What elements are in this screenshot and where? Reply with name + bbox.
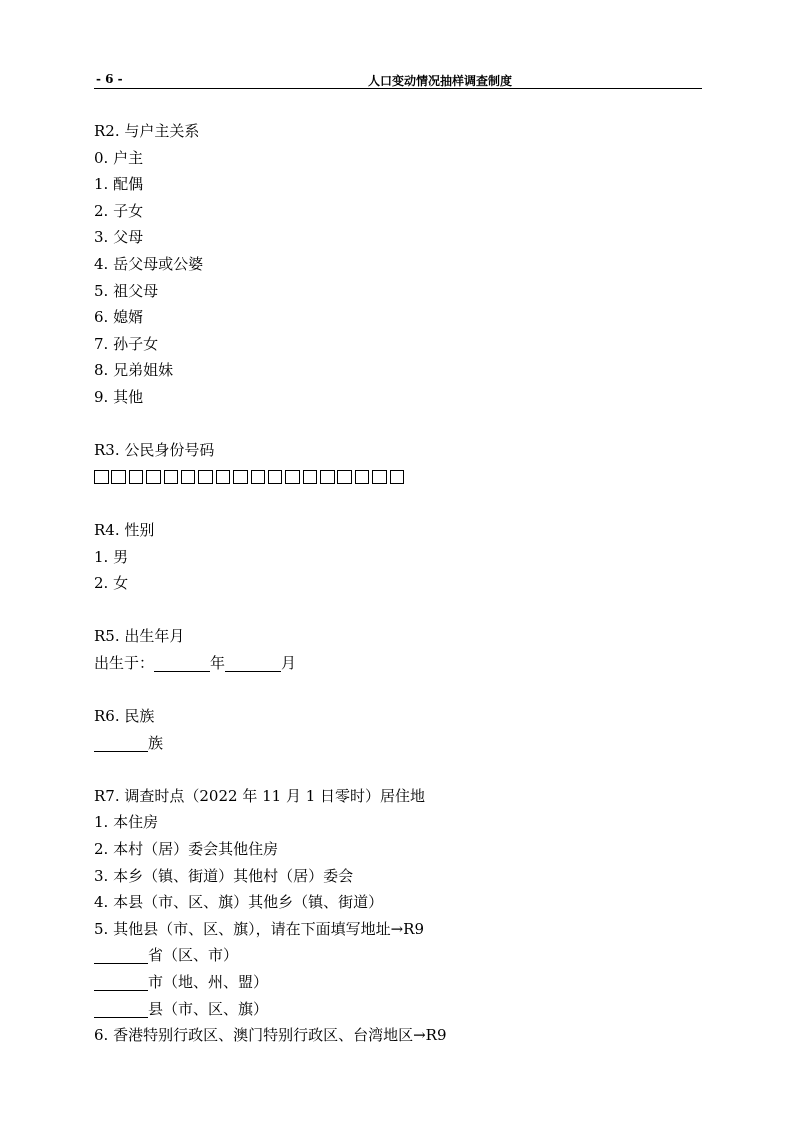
r2-option: 0. 户主 bbox=[94, 148, 144, 167]
city-blank[interactable] bbox=[94, 974, 148, 991]
question-r7-title: R7. 调查时点（2022 年 11 月 1 日零时）居住地 bbox=[94, 786, 426, 805]
r7-option: 3. 本乡（镇、街道）其他村（居）委会 bbox=[94, 866, 354, 885]
r2-option: 9. 其他 bbox=[94, 387, 144, 406]
r2-option: 3. 父母 bbox=[94, 228, 144, 247]
r2-option: 7. 孙子女 bbox=[94, 334, 159, 353]
id-digit-box[interactable] bbox=[303, 470, 318, 485]
r4-option: 1. 男 bbox=[94, 547, 129, 566]
document-title: 人口变动情况抽样调查制度 bbox=[367, 74, 512, 88]
id-digit-box[interactable] bbox=[181, 470, 196, 485]
county-label: 县（市、区、旗） bbox=[148, 999, 269, 1018]
id-digit-box[interactable] bbox=[268, 470, 283, 485]
page-header bbox=[94, 70, 702, 89]
id-number-boxes bbox=[94, 464, 702, 491]
id-digit-box[interactable] bbox=[146, 470, 161, 485]
page-number: - 6 - bbox=[96, 72, 123, 86]
ethnicity-blank[interactable] bbox=[94, 735, 148, 752]
id-digit-box[interactable] bbox=[233, 470, 248, 485]
id-digit-box[interactable] bbox=[320, 470, 335, 485]
birth-year-blank[interactable] bbox=[154, 655, 210, 672]
county-row bbox=[94, 996, 702, 1023]
province-blank[interactable] bbox=[94, 947, 148, 964]
id-digit-box[interactable] bbox=[251, 470, 266, 485]
id-digit-box[interactable] bbox=[355, 470, 370, 485]
r2-option: 1. 配偶 bbox=[94, 175, 144, 194]
city-label: 市（地、州、盟） bbox=[148, 973, 269, 991]
r2-option: 8. 兄弟姐妹 bbox=[94, 361, 174, 380]
id-digit-box[interactable] bbox=[216, 470, 231, 485]
id-digit-box[interactable] bbox=[94, 470, 109, 485]
r2-option: 4. 岳父母或公婆 bbox=[94, 254, 204, 273]
r4-option: 2. 女 bbox=[94, 574, 129, 593]
city-row bbox=[94, 969, 702, 996]
id-digit-box[interactable] bbox=[285, 470, 300, 485]
birth-month-blank[interactable] bbox=[225, 655, 281, 672]
questionnaire-body bbox=[94, 118, 702, 1049]
question-r3-title: R3. 公民身份号码 bbox=[94, 441, 215, 460]
birth-date-row bbox=[94, 650, 702, 677]
id-digit-box[interactable] bbox=[129, 470, 144, 485]
month-label: 月 bbox=[281, 653, 297, 672]
question-r2-title: R2. 与户主关系 bbox=[94, 122, 200, 140]
county-blank[interactable] bbox=[94, 1001, 148, 1018]
id-digit-box[interactable] bbox=[164, 470, 179, 485]
r7-option: 2. 本村（居）委会其他住房 bbox=[94, 840, 279, 859]
province-label: 省（区、市） bbox=[148, 946, 239, 965]
id-digit-box[interactable] bbox=[337, 470, 352, 485]
r2-option: 2. 子女 bbox=[94, 201, 144, 220]
birth-prefix: 出生于： bbox=[94, 653, 155, 672]
question-r4-title: R4. 性别 bbox=[94, 520, 155, 539]
question-r6-title: R6. 民族 bbox=[94, 707, 155, 726]
province-row bbox=[94, 942, 702, 969]
r7-option: 5. 其他县（市、区、旗），请在下面填写地址→R9 bbox=[94, 919, 424, 938]
id-digit-box[interactable] bbox=[390, 470, 405, 485]
year-label: 年 bbox=[210, 653, 226, 672]
ethnicity-label: 族 bbox=[148, 733, 164, 752]
r7-option: 6. 香港特别行政区、澳门特别行政区、台湾地区→R9 bbox=[94, 1026, 447, 1045]
question-r5-title: R5. 出生年月 bbox=[94, 627, 185, 646]
r7-option: 4. 本县（市、区、旗）其他乡（镇、街道） bbox=[94, 893, 384, 912]
r7-option: 1. 本住房 bbox=[94, 813, 159, 832]
ethnicity-row bbox=[94, 730, 702, 757]
id-digit-box[interactable] bbox=[372, 470, 387, 485]
r2-option: 5. 祖父母 bbox=[94, 281, 159, 300]
r2-option: 6. 媳婿 bbox=[94, 308, 144, 327]
id-digit-box[interactable] bbox=[198, 470, 213, 485]
id-digit-box[interactable] bbox=[111, 470, 126, 485]
